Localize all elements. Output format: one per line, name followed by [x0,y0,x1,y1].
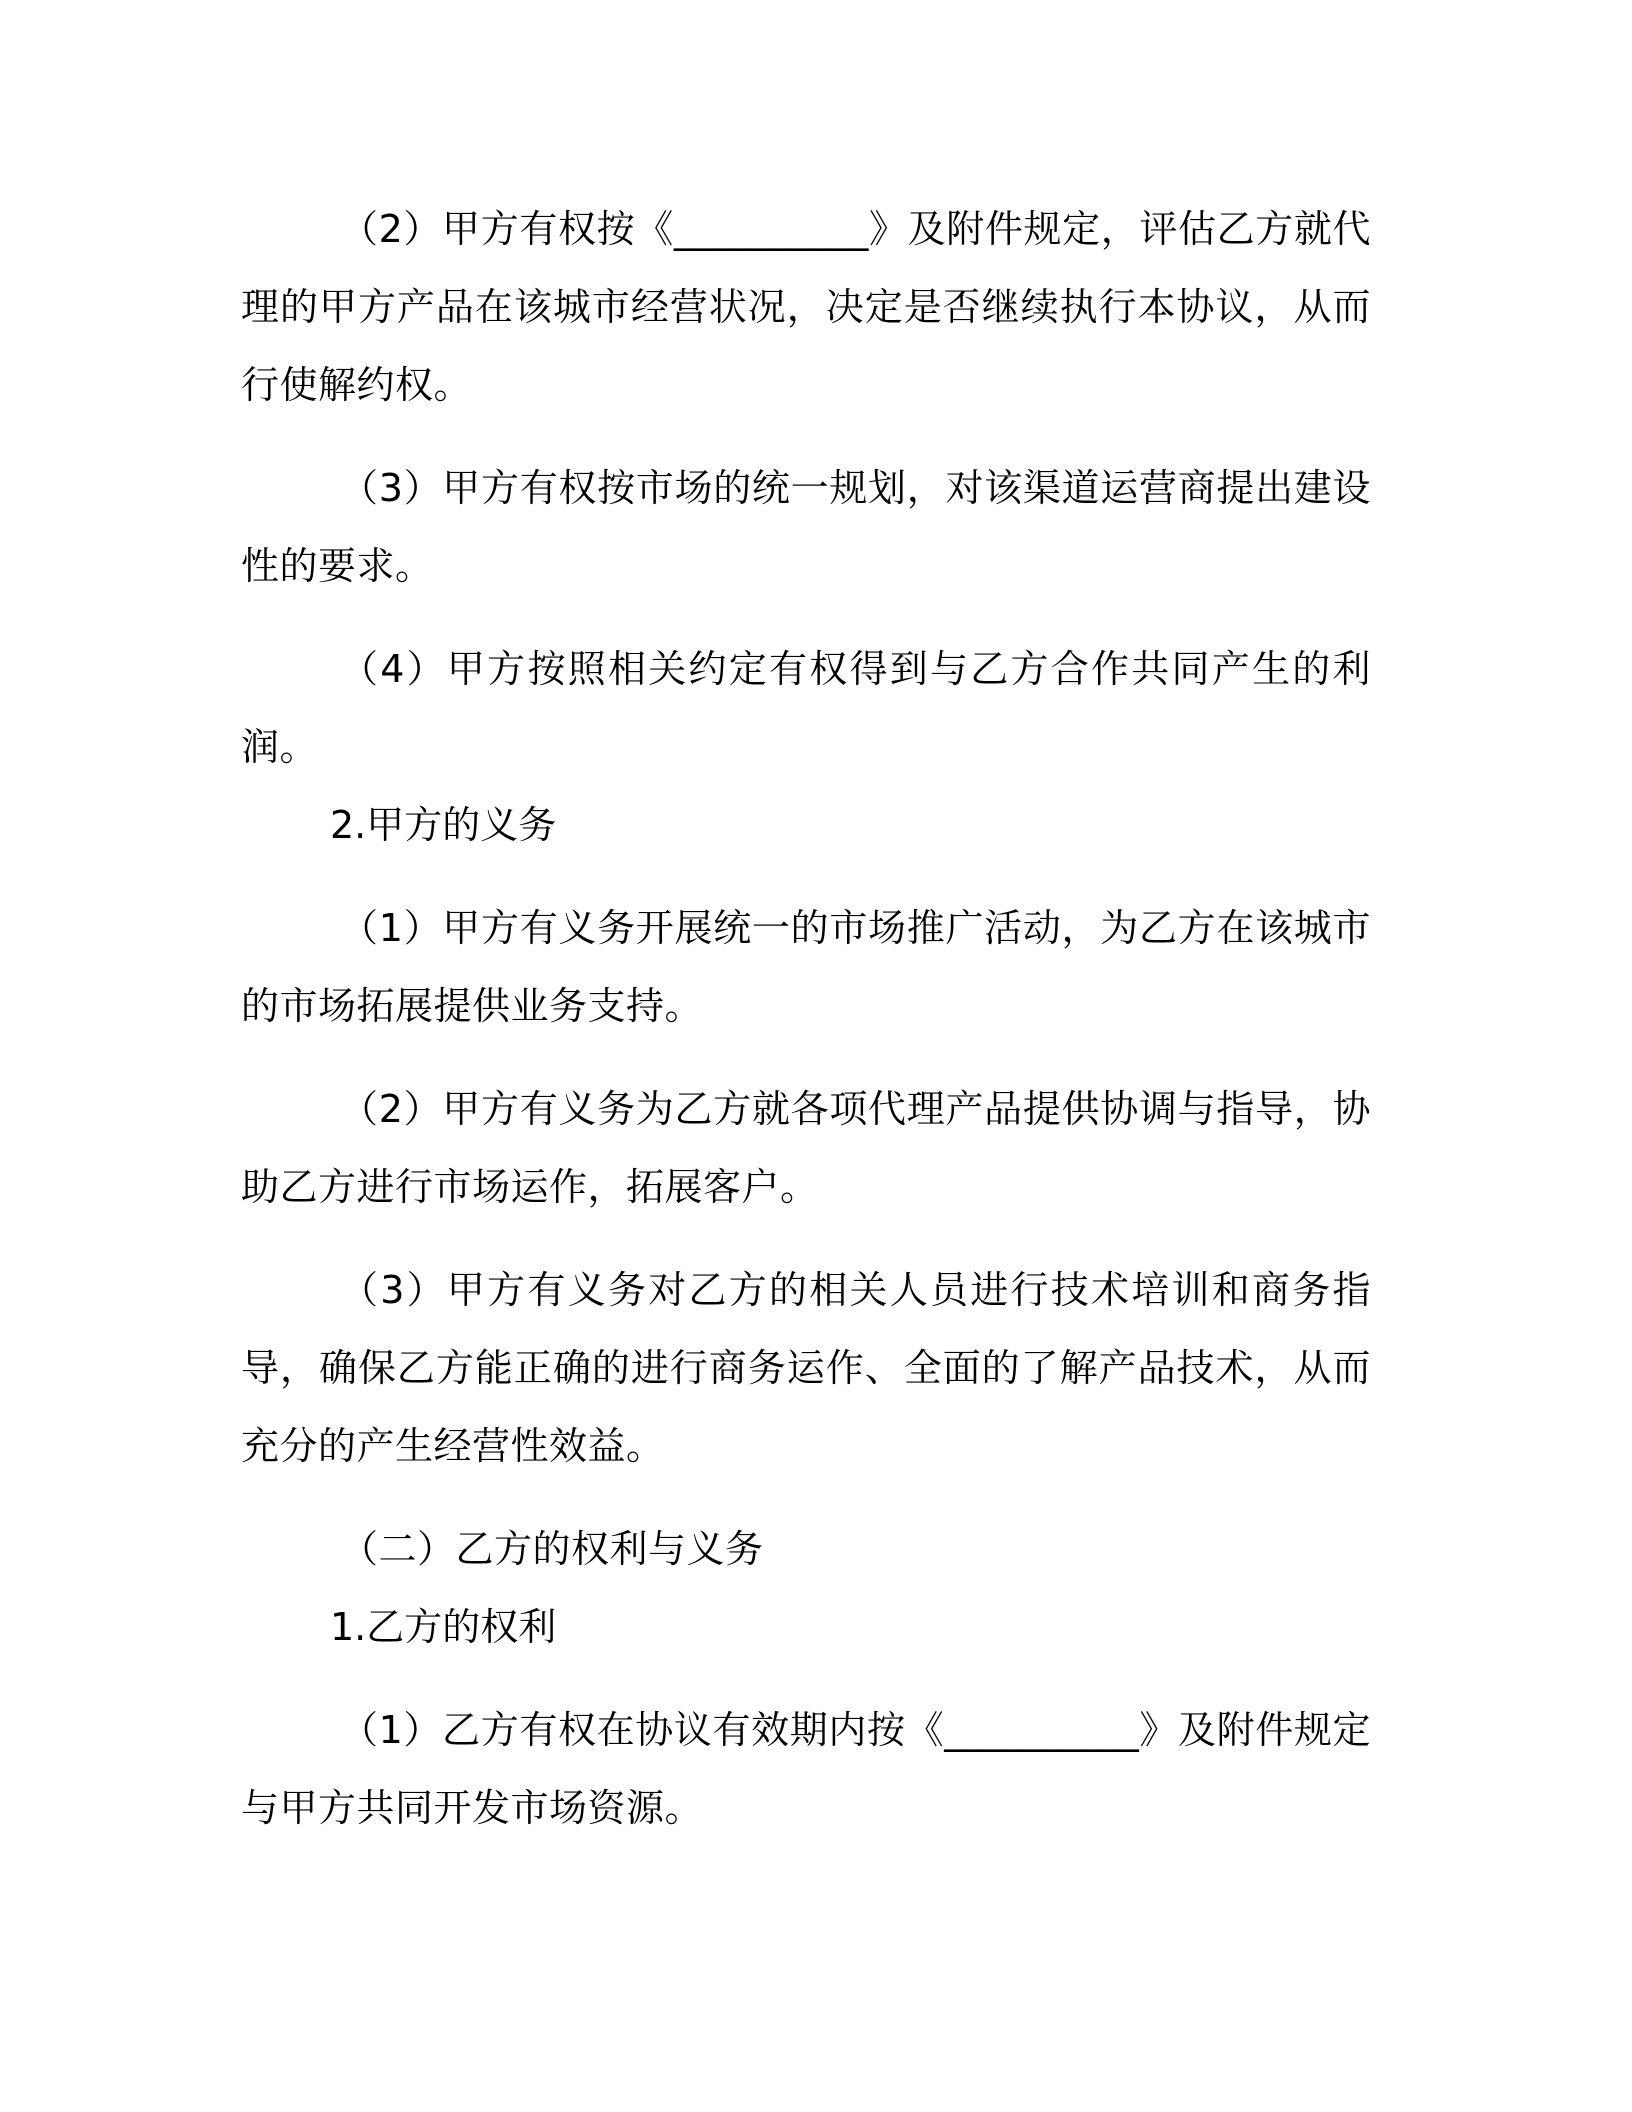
document-body [241,190,1371,1847]
clause-party-a-right-2: （2）甲方有权按《__________》及附件规定，评估乙方就代理的甲方产品在该城市经营状况，决定是否继续执行本协议，从而行使解约权。 [241,207,1371,407]
section-heading-party-a-obligations: 2.甲方的义务 [330,803,557,847]
clause-party-a-obligation-2: （2）甲方有义务为乙方就各项代理产品提供协调与指导，协助乙方进行市场运作，拓展客户。 [241,1087,1371,1209]
section-heading-party-b-rights: 1.乙方的权利 [330,1605,557,1649]
clause-party-a-right-4: （4）甲方按照相关约定有权得到与乙方合作共同产生的利润。 [241,647,1371,769]
clause-party-a-right-3: （3）甲方有权按市场的统一规划，对该渠道运营商提出建设性的要求。 [241,466,1371,588]
clause-party-a-obligation-3: （3）甲方有义务对乙方的相关人员进行技术培训和商务指导，确保乙方能正确的进行商务运作、全面的了解产品技术，从而充分的产生经营性效益。 [241,1268,1371,1468]
section-heading-party-b: （二）乙方的权利与义务 [340,1527,764,1571]
clause-party-b-right-1: （1）乙方有权在协议有效期内按《__________》及附件规定与甲方共同开发市场资源。 [241,1708,1371,1830]
clause-party-a-obligation-1: （1）甲方有义务开展统一的市场推广活动，为乙方在该城市的市场拓展提供业务支持。 [241,906,1371,1028]
